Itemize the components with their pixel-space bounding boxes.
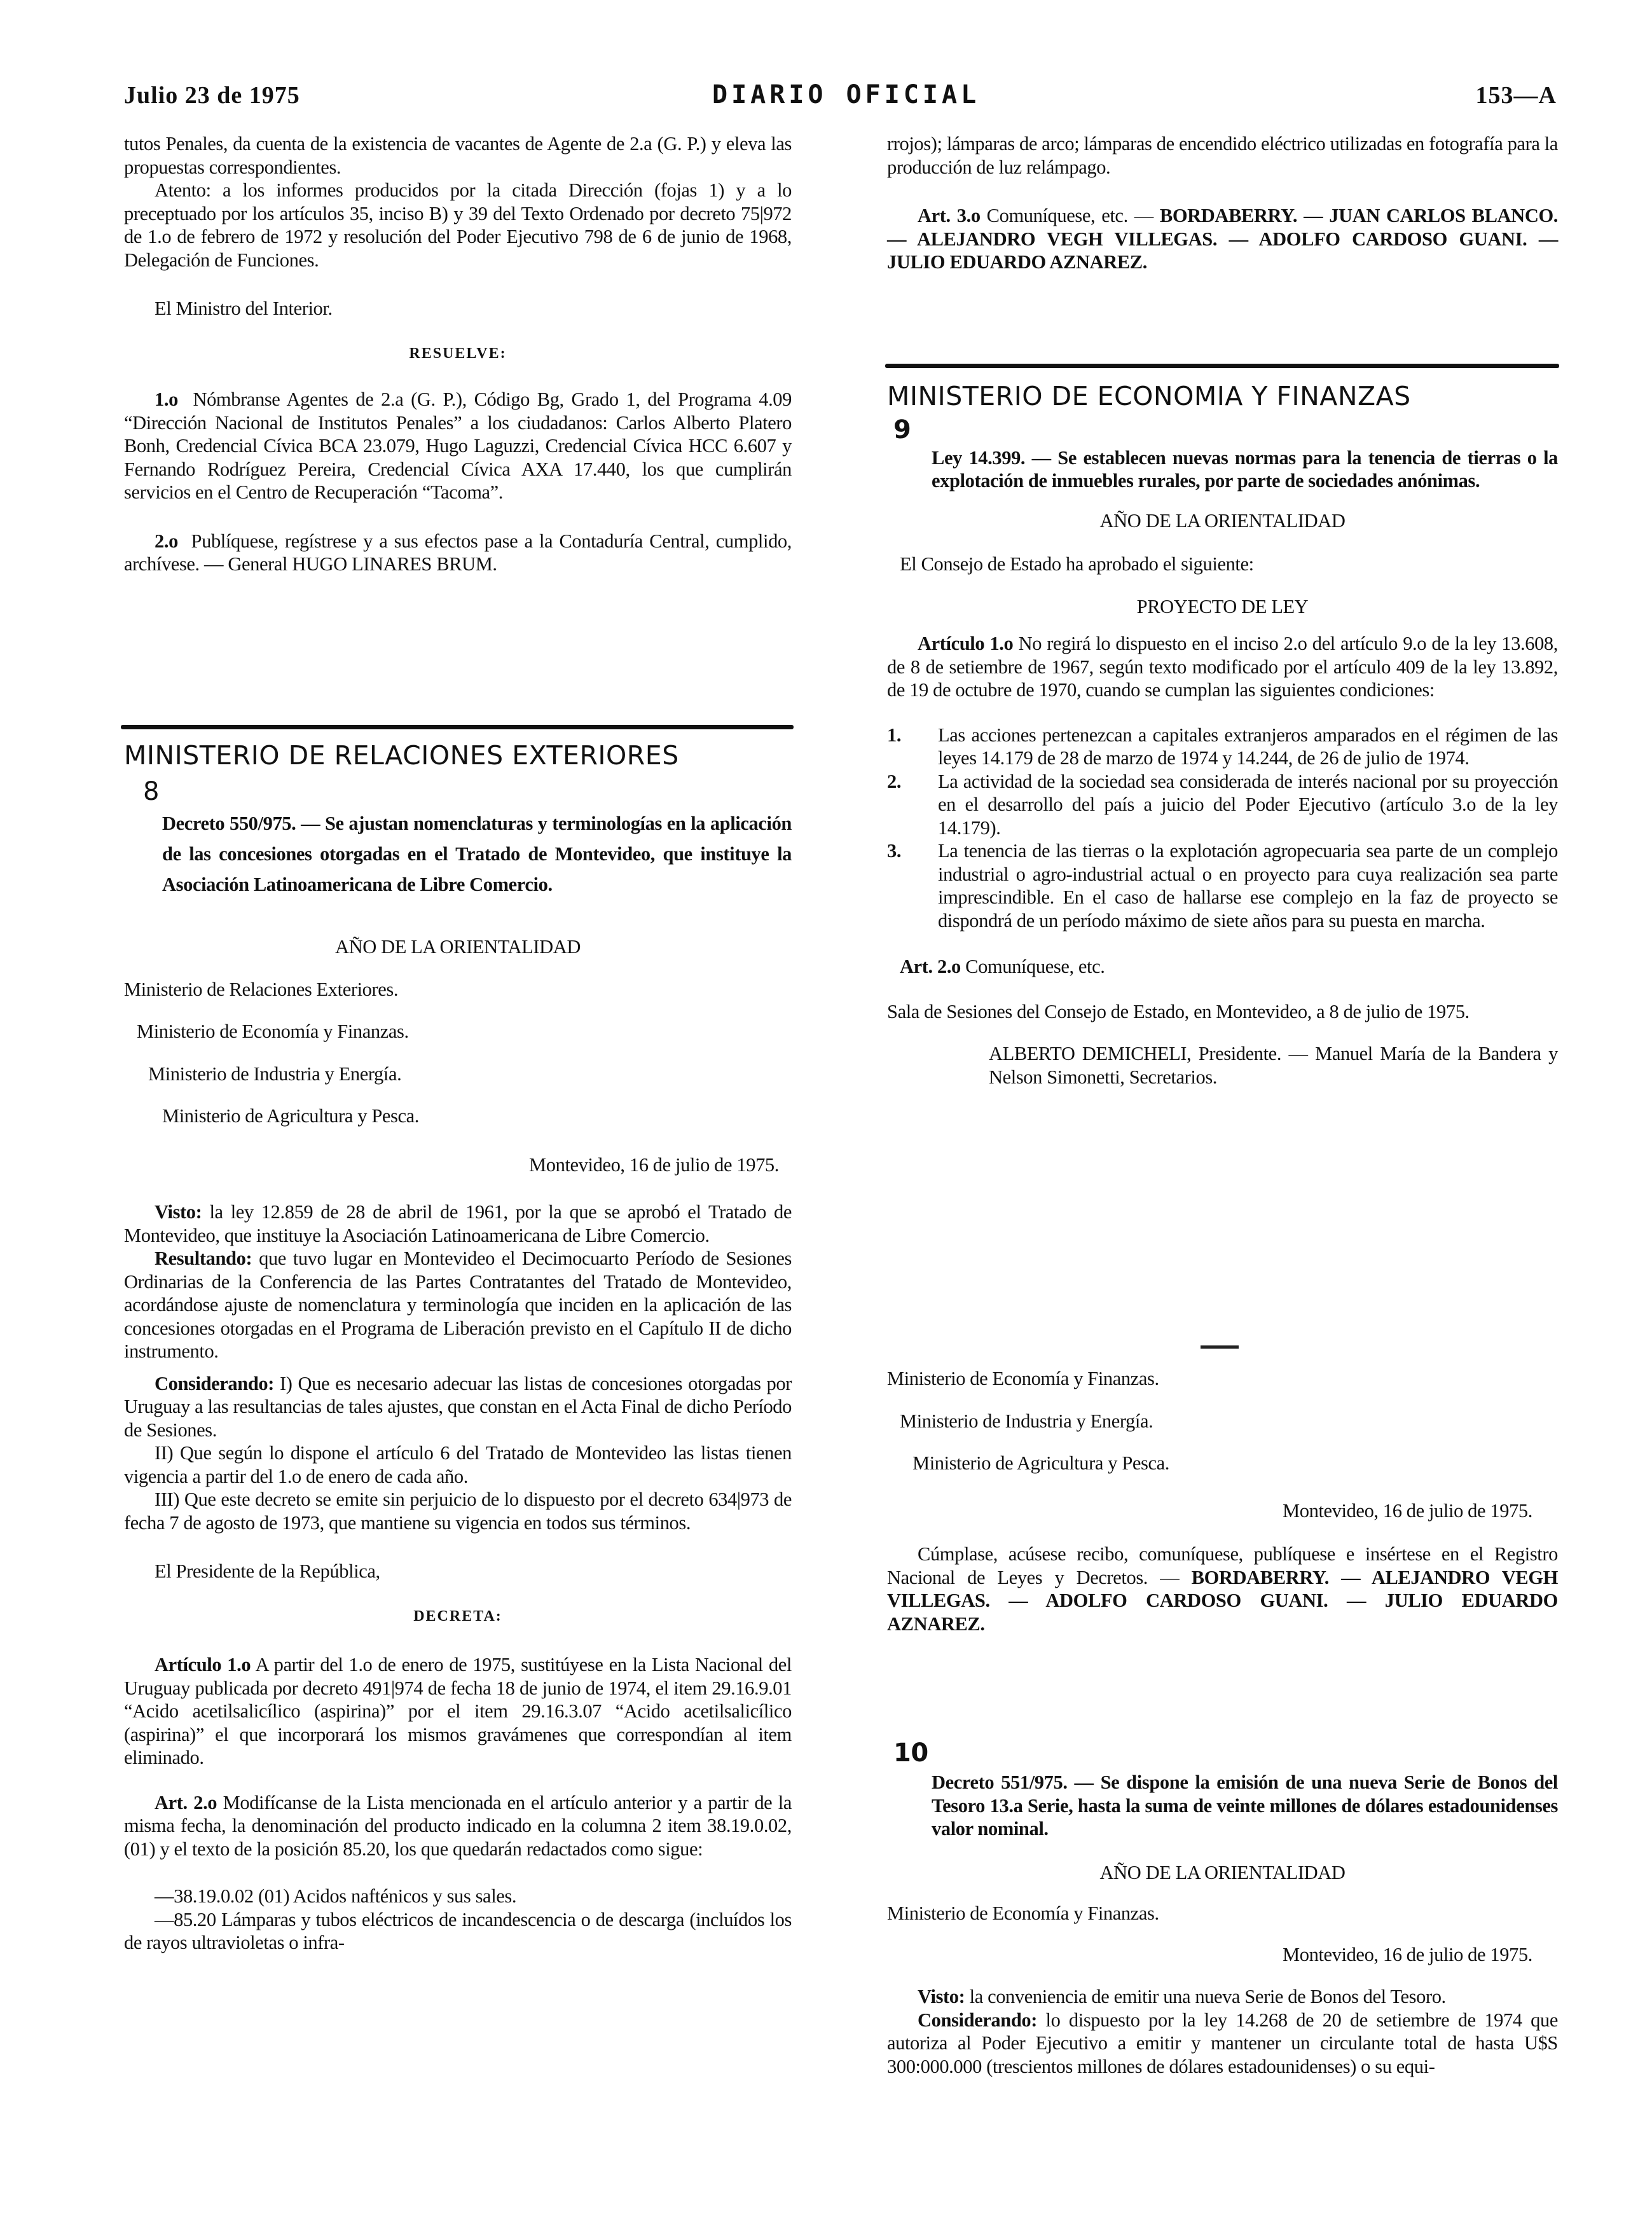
article xyxy=(124,1653,792,1770)
article xyxy=(887,204,1558,274)
resolution-item xyxy=(124,530,792,576)
consideration-text: la ley 12.859 de 28 de abril de 1961, por la que se aprobó el Tratado de Montevideo, que instituye la Asociación Latinoamericana de Libre Comercio. xyxy=(124,1201,792,1246)
masthead: DIARIO OFICIAL xyxy=(712,80,981,109)
signers: BORDABERRY. — ALEJANDRO VEGH VILLEGAS. — ADOLFO CARDOSO GUANI. — JULIO EDUARDO AZNAREZ. xyxy=(887,1566,1558,1635)
ministry-line: Ministerio de Agricultura y Pesca. xyxy=(162,1105,419,1127)
ministry-line: Ministerio de Economía y Finanzas. xyxy=(887,1902,1159,1924)
consideration-text: I) Que es necesario adecuar las listas de concesiones otorgadas por Uruguay a las resultancias de tales ajustes, que constan en el Acta Final de dicho Período de Sesiones. xyxy=(124,1372,792,1441)
condition-number: 1. xyxy=(887,724,902,746)
decree-summary: Decreto 550/975. — Se ajustan nomenclaturas y terminologías en la aplicación de las concesiones otorgadas en el Tratado de Montevideo, que instituye la Asociación Latinoamericana de Libre Comercio. xyxy=(162,813,792,895)
ministry-heading: MINISTERIO DE ECONOMIA Y FINANZAS xyxy=(887,381,1411,411)
place-date: Montevideo, 16 de julio de 1975. xyxy=(1283,1943,1532,1965)
consideration-text: que tuvo lugar en Montevideo el Decimocuarto Período de Sesiones Ordinarias de la Conferencia de las Partes Contratantes del Tratado de Montevideo, acordándose ajuste de nomenclatura y terminología que inciden en la aplicación de las concesiones otorgadas en el Programa de Liberación previsto en el Capítulo II de dicho instrumento. xyxy=(124,1248,792,1362)
consideration: II) Que según lo dispone el artículo 6 del Tratado de Montevideo las listas tienen vigencia a partir del 1.o de enero de cada año. xyxy=(124,1442,792,1487)
year-motto: AÑO DE LA ORIENTALIDAD xyxy=(1099,1861,1346,1883)
president-line: El Presidente de la República, xyxy=(155,1560,380,1582)
proyecto-heading: PROYECTO DE LEY xyxy=(1136,595,1309,617)
header-date: Julio 23 de 1975 xyxy=(124,82,300,109)
article-text: Modifícanse de la Lista mencionada en el artículo anterior y a partir de la misma fecha, la denominación del producto indicado en la columna 2 item 38.19.0.02, (01) y el texto de la posición 85.20, los que quedarán redactados como sigue: xyxy=(124,1791,792,1860)
left-ministry-section xyxy=(124,740,792,1955)
signers: BORDABERRY. — JUAN CARLOS BLANCO. — ALEJANDRO VEGH VILLEGAS. — ADOLFO CARDOSO GUANI. — JULIO EDUARDO AZNAREZ. xyxy=(887,205,1558,273)
consideration-lead: Visto: xyxy=(155,1201,202,1223)
article-lead: Artículo 1.o xyxy=(155,1654,251,1675)
intro-paragraph: Atento: a los informes producidos por la citada Dirección (fojas 1) y a lo preceptuado por los artículos 35, inciso B) y 39 del Texto Ordenado por decreto 75|972 de 1.o de febrero de 1972 y resolución del Poder Ejecutivo 798 de 6 de junio de 1968, Delegación de Funciones. xyxy=(124,179,792,271)
condition-number: 3. xyxy=(887,840,902,862)
consideration-lead: Considerando: xyxy=(155,1372,275,1394)
list-item: —85.20 Lámparas y tubos eléctricos de incandescencia o de descarga (incluídos los de rayos ultravioletas o infra- xyxy=(124,1908,792,1953)
right-item10-section xyxy=(887,1739,1558,2078)
consideration-text: lo dispuesto por la ley 14.268 de 20 de setiembre de 1974 que autoriza al Poder Ejecutivo a emitir y mantener un circulante total de hasta U$S 300:000.000 (trescientos millones de dólares estadounidenses) o su equi- xyxy=(887,2009,1558,2077)
consideration xyxy=(124,1200,792,1247)
consideration xyxy=(887,1985,1558,2009)
consideration-lead: Considerando: xyxy=(918,2009,1038,2031)
article-lead: Art. 2.o xyxy=(900,956,961,977)
consideration xyxy=(124,1247,792,1363)
decree-summary: Decreto 551/975. — Se dispone la emisión de una nueva Serie de Bonos del Tesoro 13.a Serie, hasta la suma de veinte millones de dólares estadounidenses valor nominal. xyxy=(932,1771,1558,1839)
article-lead: Art. 3.o xyxy=(918,205,981,226)
intro-paragraph: tutos Penales, da cuenta de la existencia de vacantes de Agente de 2.a (G. P.) y eleva las propuestas correspondientes. xyxy=(124,133,792,178)
ministry-heading: MINISTERIO DE RELACIONES EXTERIORES xyxy=(124,740,679,771)
item-number: 9 xyxy=(893,415,911,444)
decreta-heading: DECRETA: xyxy=(413,1607,502,1625)
list-item: —38.19.0.02 (01) Acidos nafténicos y sus sales. xyxy=(155,1885,517,1907)
ministry-line: Ministerio de Industria y Energía. xyxy=(900,1410,1153,1432)
item-number: 10 xyxy=(893,1738,928,1768)
year-motto: AÑO DE LA ORIENTALIDAD xyxy=(1099,509,1346,532)
ornament-divider xyxy=(1201,1345,1239,1349)
year-motto: AÑO DE LA ORIENTALIDAD xyxy=(334,936,581,958)
continuation-paragraph: rrojos); lámparas de arco; lámparas de encendido eléctrico utilizadas en fotografía para la producción de luz relámpago. xyxy=(887,133,1558,178)
ministry-line: Ministerio de Industria y Energía. xyxy=(148,1062,402,1085)
consejo-line: El Consejo de Estado ha aprobado el siguiente: xyxy=(900,553,1254,575)
consideration-lead: Resultando: xyxy=(155,1248,252,1269)
sala-line: Sala de Sesiones del Consejo de Estado, en Montevideo, a 8 de julio de 1975. xyxy=(887,1000,1470,1022)
place-date: Montevideo, 16 de julio de 1975. xyxy=(1283,1499,1532,1522)
article-text: No regirá lo dispuesto en el inciso 2.o del artículo 9.o de la ley 13.608, de 8 de setiembre de 1967, según texto modificado por el artículo 409 de la ley 13.892, de 19 de octubre de 1970, cuando se cumplan las siguientes condiciones: xyxy=(887,633,1558,701)
consideration xyxy=(887,2009,1558,2079)
consideration-text: la conveniencia de emitir una nueva Serie de Bonos del Tesoro. xyxy=(965,1986,1446,2007)
cumplase-paragraph xyxy=(887,1543,1558,1635)
law-summary: Ley 14.399. — Se establecen nuevas normas para la tenencia de tierras o la explotación de inmuebles rurales, por parte de sociedades anónimas. xyxy=(932,446,1558,492)
condition-item xyxy=(887,839,1558,932)
article xyxy=(887,632,1558,702)
article xyxy=(887,955,1558,979)
article-lead: Art. 2.o xyxy=(155,1791,217,1813)
resolution-text: Nómbranse Agentes de 2.a (G. P.), Código Bg, Grado 1, del Programa 4.09 “Dirección Nacional de Institutos Penales” a los ciudadanos: Carlos Alberto Platero Bonh, Credencial Cívica BCA 23.079, Hugo Laguzzi, Credencial Cívica HCC 6.607 y Fernando Rodríguez Pereira, Credencial Cívica AXA 17.440, los que cumplirán servicios en el Centro de Recuperación “Tacoma”. xyxy=(124,388,792,503)
consideration-lead: Visto: xyxy=(918,1986,965,2007)
section-divider xyxy=(121,725,794,729)
article-text: Comuníquese, etc. — xyxy=(980,205,1160,226)
resolution-number: 1.o xyxy=(155,388,178,410)
consideration xyxy=(124,1372,792,1442)
condition-item xyxy=(887,724,1558,770)
right-ministries-block xyxy=(887,1367,1558,1635)
article-text: Comuníquese, etc. xyxy=(960,956,1105,977)
resolution-number: 2.o xyxy=(155,530,178,552)
section-divider xyxy=(885,364,1559,368)
condition-text: Las acciones pertenezcan a capitales extranjeros amparados en el régimen de las leyes 14.179 de 28 de marzo de 1974 y 14.244, de 26 de julio de 1974. xyxy=(938,724,1558,769)
consideration: III) Que este decreto se emite sin perjuicio de lo dispuesto por el decreto 634|973 de fecha 7 de agosto de 1973, que mantiene su vigencia en todos sus términos. xyxy=(124,1489,792,1534)
resolution-text: Publíquese, regístrese y a sus efectos pase a la Contaduría Central, cumplido, archívese. — General HUGO LINARES BRUM. xyxy=(124,530,792,575)
condition-text: La tenencia de las tierras o la explotación agropecuaria sea parte de un complejo industrial o agro-industrial actual o en proyecto para cuya realización sea parte imprescindible. En el caso de hallarse ese complejo en la faz de proyecto se dispondrá de un período máximo de siete años para su puesta en marcha. xyxy=(938,840,1558,932)
article-text: A partir del 1.o de enero de 1975, sustitúyese en la Lista Nacional del Uruguay publicada por decreto 491|974 de fecha 18 de junio de 1974, el item 29.16.9.01 “Acido acetilsalicílico (aspirina)” por el item 29.16.3.07 “Acido acetilsalicílico (aspirina)” el que incorporará los mismos gravámenes que correspondían al item eliminado. xyxy=(124,1654,792,1768)
condition-text: La actividad de la sociedad sea considerada de interés nacional por su proyección en el desarrollo del país a juicio del Poder Ejecutivo (artículo 3.o de la ley 14.179). xyxy=(938,770,1558,839)
resolution-item xyxy=(124,388,792,504)
ministry-line: Ministerio de Economía y Finanzas. xyxy=(137,1021,409,1042)
left-top-block xyxy=(124,132,792,576)
article-lead: Artículo 1.o xyxy=(918,633,1014,654)
ministry-line: Ministerio de Relaciones Exteriores. xyxy=(124,978,399,1000)
ministry-line: Ministerio de Economía y Finanzas. xyxy=(887,1368,1159,1389)
place-date: Montevideo, 16 de julio de 1975. xyxy=(529,1153,779,1176)
ministry-line: Ministerio de Agricultura y Pesca. xyxy=(912,1452,1169,1474)
condition-item xyxy=(887,770,1558,840)
right-ministry-section xyxy=(887,381,1558,1089)
signature-block: ALBERTO DEMICHELI, Presidente. — Manuel María de la Bandera y Nelson Simonetti, Secretarios. xyxy=(989,1043,1558,1088)
condition-number: 2. xyxy=(887,770,902,792)
cumplase-text: Cúmplase, acúsese recibo, comuníquese, publíquese e insértese en el Registro Nacional de Leyes y Decretos. — xyxy=(887,1543,1558,1588)
item-number: 8 xyxy=(143,776,160,806)
article xyxy=(124,1791,792,1861)
page-number: 153—A xyxy=(1475,82,1557,109)
resuelve-heading: RESUELVE: xyxy=(409,345,507,362)
minister-line: El Ministro del Interior. xyxy=(155,298,333,319)
right-top-block xyxy=(887,132,1558,274)
